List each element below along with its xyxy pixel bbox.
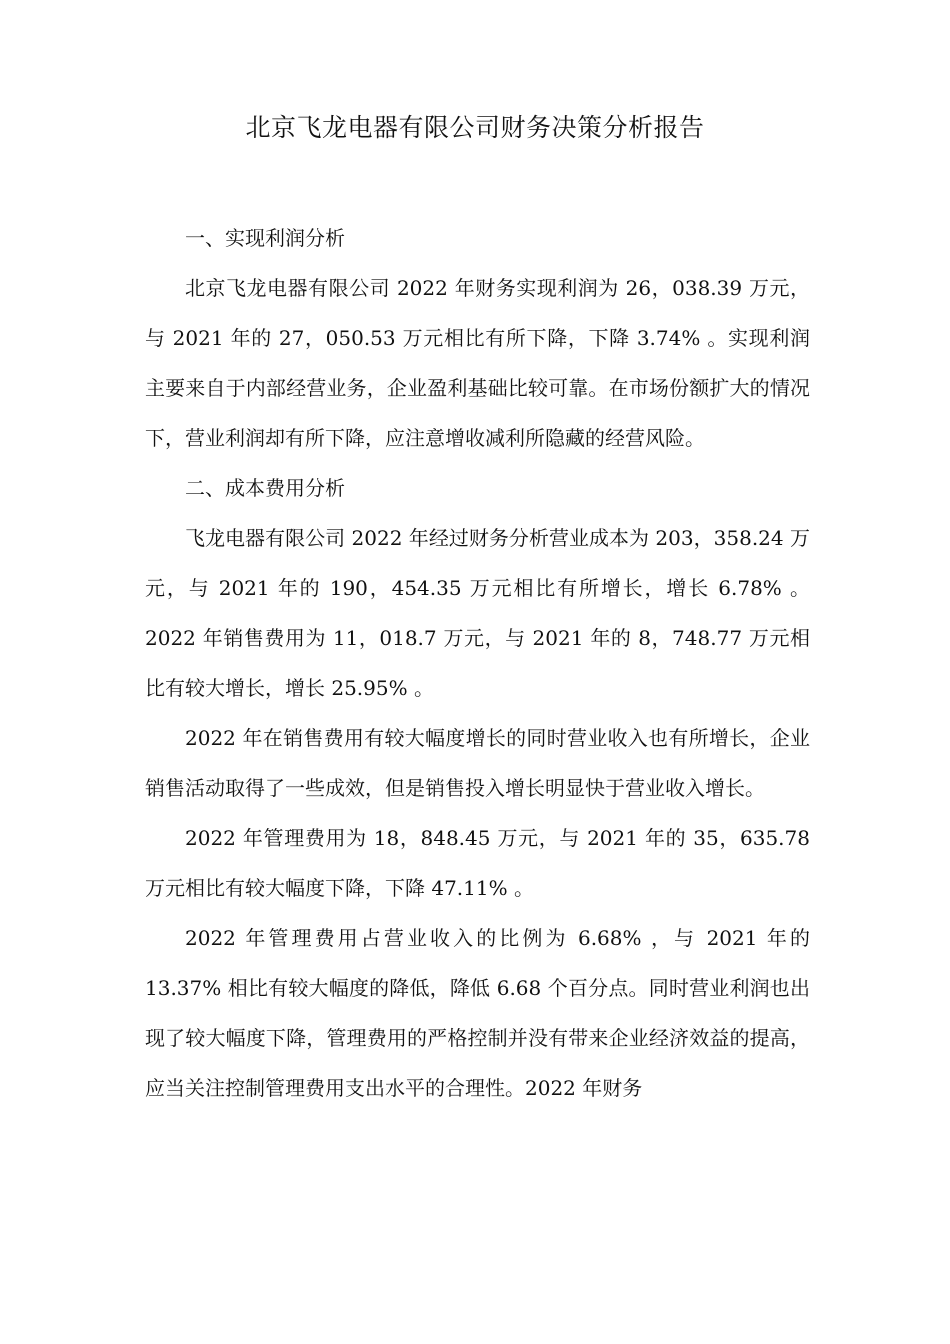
paragraph-profit-analysis: 北京飞龙电器有限公司 2022 年财务实现利润为 26，038.39 万元，与 2021 年的 27，050.53 万元相比有所下降，下降 3.74% 。实现利润主要来自于内部经营业务，企业盈利基础比较可靠。在市场份额扩大的情况下，营业利润却有所下降，应注意增收减利所隐藏的经营风险。	[145, 276, 810, 450]
section-heading-profit: 一、实现利润分析	[185, 226, 345, 250]
section-heading-cost: 二、成本费用分析	[185, 476, 345, 500]
paragraph-admin-expense: 2022 年管理费用为 18，848.45 万元，与 2021 年的 35，635.78 万元相比有较大幅度下降，下降 47.11% 。	[145, 826, 810, 900]
paragraph-sales-expense: 2022 年在销售费用有较大幅度增长的同时营业收入也有所增长，企业销售活动取得了一些成效，但是销售投入增长明显快于营业收入增长。	[145, 726, 810, 800]
document-title: 北京飞龙电器有限公司财务决策分析报告	[245, 113, 705, 142]
document-body	[145, 213, 810, 1113]
paragraph-operating-cost: 飞龙电器有限公司 2022 年经过财务分析营业成本为 203，358.24 万元，与 2021 年的 190，454.35 万元相比有所增长，增长 6.78% 。2022 年销售费用为 11，018.7 万元，与 2021 年的 8，748.77 万元相比有较大增长，增长 25.95% 。	[145, 526, 810, 700]
paragraph-admin-expense-ratio: 2022 年管理费用占营业收入的比例为 6.68% ，与 2021 年的 13.37% 相比有较大幅度的降低，降低 6.68 个百分点。同时营业利润也出现了较大幅度下降，管理费用的严格控制并没有带来企业经济效益的提高，应当关注控制管理费用支出水平的合理性。2022 年财务	[145, 926, 810, 1100]
